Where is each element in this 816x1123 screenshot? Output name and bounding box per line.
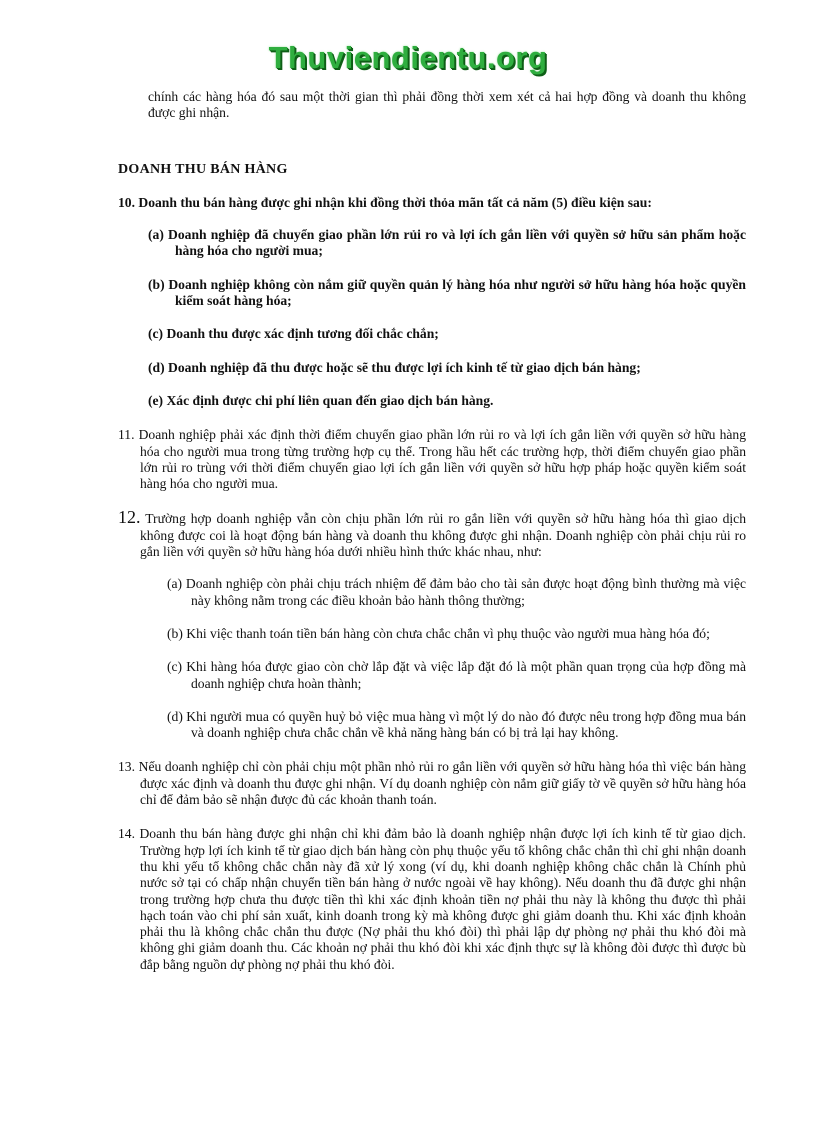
case-d: (d) Khi người mua có quyền huỷ bỏ việc mua hàng vì một lý do nào đó được nêu trong hợp đồng mua bán và doanh nghiệp chưa chắc chắn về khả năng hàng bán có bị trả lại hay không. [167, 708, 746, 741]
item-12 [118, 509, 746, 560]
condition-e: (e) Xác định được chi phí liên quan đến giao dịch bán hàng. [148, 392, 494, 408]
condition-b: (b) Doanh nghiệp không còn nắm giữ quyền quản lý hàng hóa như người sở hữu hàng hóa hoặc quyền kiểm soát hàng hóa; [148, 276, 746, 309]
item-11: 11. Doanh nghiệp phải xác định thời điểm chuyển giao phần lớn rủi ro và lợi ích gắn liền với quyền sở hữu hàng hóa cho người mua trong từng trường hợp cụ thể. Trong hầu hết các trường hợp, thời điểm chuyển giao phần lớn rủi ro trùng với thời điểm chuyển giao lợi ích gắn liền với quyền sở hữu hợp pháp hoặc quyền kiểm soát hàng hóa cho người mua. [118, 427, 746, 492]
case-a: (a) Doanh nghiệp còn phải chịu trách nhiệm để đảm bảo cho tài sản được hoạt động bình thường mà việc này không nằm trong các điều khoản bảo hành thông thường; [167, 576, 746, 608]
item-13: 13. Nếu doanh nghiệp chỉ còn phải chịu một phần nhỏ rủi ro gắn liền với quyền sở hữu hàng hóa thì việc bán hàng được xác định và doanh thu được ghi nhận. Ví dụ doanh nghiệp còn nắm giữ giấy tờ về quyền sở hữu hàng hóa chỉ để đảm bảo sẽ nhận được đủ các khoản thanh toán. [118, 759, 746, 808]
condition-c: (c) Doanh thu được xác định tương đối chắc chắn; [148, 326, 439, 342]
section-title: DOANH THU BÁN HÀNG [118, 161, 288, 177]
item-14: 14. Doanh thu bán hàng được ghi nhận chỉ khi đảm bảo là doanh nghiệp nhận được lợi ích kinh tế từ giao dịch. Trường hợp lợi ích kinh tế từ giao dịch bán hàng còn phụ thuộc yếu tố không chắc chắn thì chỉ ghi nhận doanh thu khi yếu tố không chắc chắn này đã xử lý xong (ví dụ, khi doanh nghiệp không chắc chắn là Chính phủ nước sở tại có chấp nhận chuyển tiền bán hàng ở nước ngoài về hay không). Nếu doanh thu đã được ghi nhận trong trường hợp chưa thu được tiền thì khi xác định khoản tiền nợ phải thu này là không thu được thì phải hạch toán vào chi phí sản xuất, kinh doanh trong kỳ mà không được ghi giảm doanh thu. Khi xác định khoản phải thu là không chắc chắn thu được (Nợ phải thu khó đòi) thì phải lập dự phòng nợ phải thu khó đòi mà không ghi giảm doanh thu. Các khoản nợ phải thu khó đòi khi xác định thực sự là không đòi được thì được bù đắp bằng nguồn dự phòng nợ phải thu khó đòi. [118, 826, 746, 972]
document-body [118, 89, 746, 973]
item-12-text: Trường hợp doanh nghiệp vẫn còn chịu phần lớn rủi ro gắn liền với quyền sở hữu hàng hóa thì giao dịch không được coi là hoạt động bán hàng và doanh thu không được ghi nhận. Doanh nghiệp còn phải chịu rủi ro gắn liền với quyền sở hữu hàng hóa dưới nhiều hình thức khác nhau, như: [140, 511, 746, 560]
case-b: (b) Khi việc thanh toán tiền bán hàng còn chưa chắc chắn vì phụ thuộc vào người mua hàng hóa đó; [167, 625, 710, 641]
case-c: (c) Khi hàng hóa được giao còn chờ lắp đặt và việc lắp đặt đó là một phần quan trọng của hợp đồng mà doanh nghiệp chưa hoàn thành; [167, 659, 746, 691]
intro-paragraph: chính các hàng hóa đó sau một thời gian thì phải đồng thời xem xét cả hai hợp đồng và doanh thu không được ghi nhận. [148, 89, 746, 121]
site-logo: Thuviendientu.org [268, 40, 548, 75]
item-12-number: 12. [118, 507, 141, 528]
condition-d: (d) Doanh nghiệp đã thu được hoặc sẽ thu được lợi ích kinh tế từ giao dịch bán hàng; [148, 359, 641, 375]
condition-a: (a) Doanh nghiệp đã chuyển giao phần lớn rủi ro và lợi ích gắn liền với quyền sở hữu sản phẩm hoặc hàng hóa cho người mua; [148, 227, 746, 259]
item-10: 10. Doanh thu bán hàng được ghi nhận khi đồng thời thỏa mãn tất cả năm (5) điều kiện sau: [118, 194, 652, 210]
